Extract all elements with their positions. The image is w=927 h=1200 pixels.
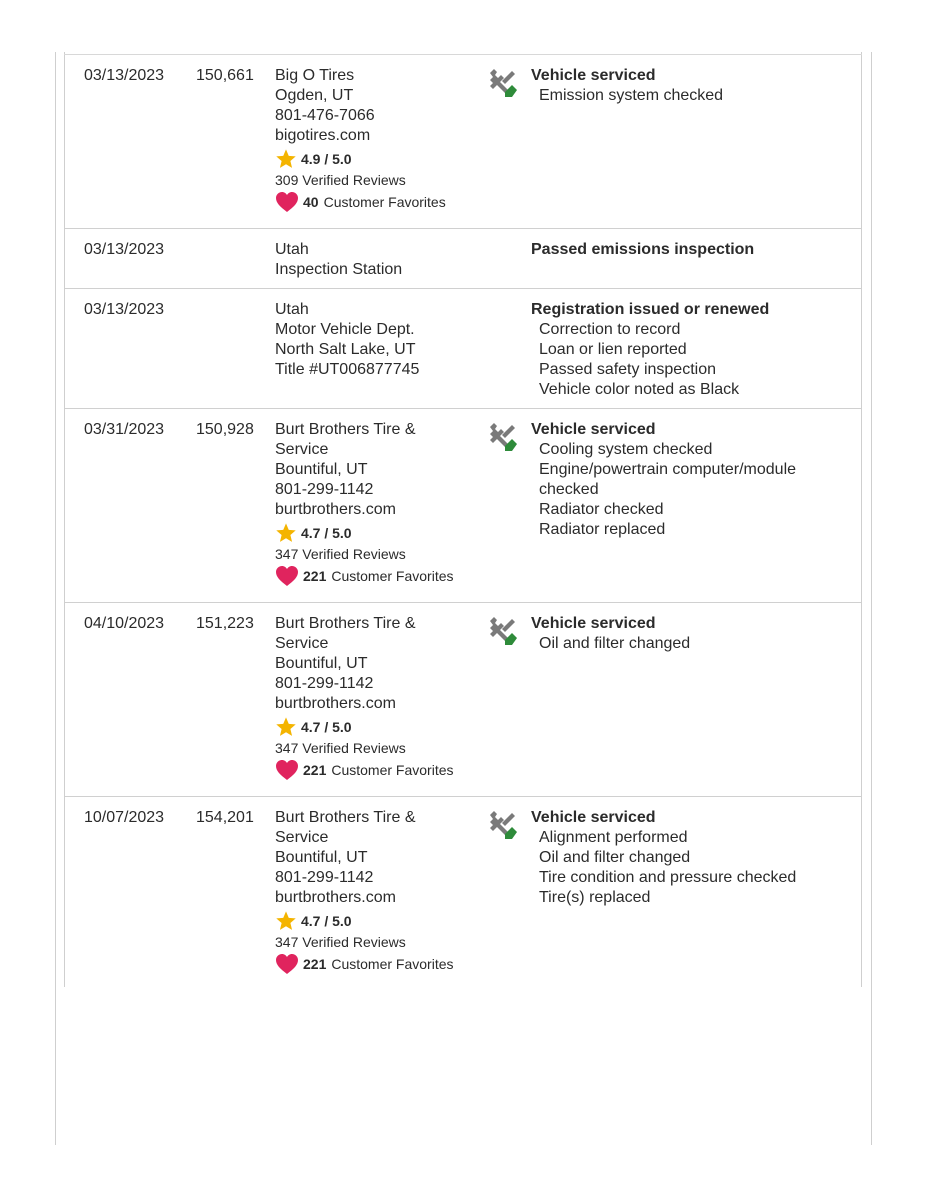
source-line: Service xyxy=(275,441,329,458)
vehicle-history-table xyxy=(65,55,861,990)
source-line: Bountiful, UT xyxy=(275,655,368,672)
favorites-label: Customer Favorites xyxy=(331,568,454,584)
customer-favorites xyxy=(275,758,485,782)
history-row xyxy=(65,603,861,797)
verified-reviews: 347 Verified Reviews xyxy=(275,934,406,950)
wrench-screwdriver-icon xyxy=(485,67,519,101)
star-icon xyxy=(275,910,297,932)
source-line: burtbrothers.com xyxy=(275,695,396,712)
rating-score: 4.9 / 5.0 xyxy=(301,151,352,167)
source-line: Burt Brothers Tire & xyxy=(275,615,416,632)
record-mileage: 150,661 xyxy=(196,67,254,84)
record-mileage: 151,223 xyxy=(196,615,254,632)
record-detail-item: Tire condition and pressure checked xyxy=(539,869,797,886)
record-detail-item: Radiator checked xyxy=(539,501,664,518)
record-source xyxy=(275,300,485,380)
favorites-label: Customer Favorites xyxy=(331,956,454,972)
shop-rating xyxy=(275,716,485,738)
rating-score: 4.7 / 5.0 xyxy=(301,913,352,929)
customer-favorites xyxy=(275,190,485,214)
record-date: 04/10/2023 xyxy=(84,615,165,632)
record-detail-item: Radiator replaced xyxy=(539,521,666,538)
source-line: Title #UT006877745 xyxy=(275,361,420,378)
source-line: Utah xyxy=(275,301,309,318)
heart-icon xyxy=(275,565,299,587)
source-line: Burt Brothers Tire & xyxy=(275,809,416,826)
source-line: Bountiful, UT xyxy=(275,849,368,866)
record-date: 10/07/2023 xyxy=(84,809,165,826)
record-heading: Passed emissions inspection xyxy=(531,241,755,258)
page-border-right xyxy=(871,52,872,1145)
record-details xyxy=(531,808,851,908)
record-details xyxy=(531,420,851,540)
source-line: Ogden, UT xyxy=(275,87,354,104)
source-line: 801-299-1142 xyxy=(275,869,374,886)
source-line: Burt Brothers Tire & xyxy=(275,421,416,438)
record-detail-item: Alignment performed xyxy=(539,829,688,846)
record-source xyxy=(275,808,485,976)
history-row xyxy=(65,289,861,409)
record-source xyxy=(275,66,485,214)
record-details xyxy=(531,66,851,106)
record-detail-item: Engine/powertrain computer/module xyxy=(539,461,797,478)
star-icon xyxy=(275,148,297,170)
record-heading: Vehicle serviced xyxy=(531,809,656,826)
source-line: North Salt Lake, UT xyxy=(275,341,416,358)
record-date: 03/13/2023 xyxy=(84,67,165,84)
record-date: 03/13/2023 xyxy=(84,241,165,258)
record-heading: Vehicle serviced xyxy=(531,615,656,632)
history-row xyxy=(65,797,861,990)
source-line: Big O Tires xyxy=(275,67,355,84)
shop-rating xyxy=(275,148,485,170)
source-line: 801-299-1142 xyxy=(275,675,374,692)
wrench-screwdriver-icon xyxy=(485,809,519,843)
record-details xyxy=(531,614,851,654)
record-date: 03/13/2023 xyxy=(84,301,165,318)
record-detail-item: Oil and filter changed xyxy=(539,849,691,866)
favorites-count: 221 xyxy=(303,956,327,972)
source-line: Inspection Station xyxy=(275,261,403,278)
heart-icon xyxy=(275,191,299,213)
rating-score: 4.7 / 5.0 xyxy=(301,525,352,541)
record-detail-item: Vehicle color noted as Black xyxy=(539,381,740,398)
source-line: 801-476-7066 xyxy=(275,107,375,124)
source-line: bigotires.com xyxy=(275,127,371,144)
verified-reviews: 309 Verified Reviews xyxy=(275,172,406,188)
source-line: Motor Vehicle Dept. xyxy=(275,321,415,338)
record-detail-item: Passed safety inspection xyxy=(539,361,716,378)
record-detail-item: checked xyxy=(539,481,599,498)
record-detail-item: Cooling system checked xyxy=(539,441,713,458)
shop-rating xyxy=(275,910,485,932)
record-date: 03/31/2023 xyxy=(84,421,165,438)
verified-reviews: 347 Verified Reviews xyxy=(275,740,406,756)
source-line: 801-299-1142 xyxy=(275,481,374,498)
customer-favorites xyxy=(275,564,485,588)
source-line: burtbrothers.com xyxy=(275,501,396,518)
record-detail-item: Loan or lien reported xyxy=(539,341,687,358)
source-line: Utah xyxy=(275,241,309,258)
table-border-right xyxy=(861,52,862,987)
record-details xyxy=(531,240,851,260)
favorites-label: Customer Favorites xyxy=(323,194,446,210)
favorites-count: 221 xyxy=(303,762,327,778)
history-row xyxy=(65,229,861,289)
shop-rating xyxy=(275,522,485,544)
record-mileage: 150,928 xyxy=(196,421,254,438)
rating-score: 4.7 / 5.0 xyxy=(301,719,352,735)
history-row xyxy=(65,55,861,229)
favorites-label: Customer Favorites xyxy=(331,762,454,778)
record-source xyxy=(275,614,485,782)
star-icon xyxy=(275,716,297,738)
record-details xyxy=(531,300,851,400)
source-line: burtbrothers.com xyxy=(275,889,396,906)
record-heading: Registration issued or renewed xyxy=(531,301,770,318)
record-source xyxy=(275,240,485,280)
record-detail-item: Oil and filter changed xyxy=(539,635,691,652)
heart-icon xyxy=(275,759,299,781)
record-detail-item: Tire(s) replaced xyxy=(539,889,651,906)
source-line: Service xyxy=(275,635,329,652)
page-border-left xyxy=(55,52,56,1145)
record-detail-item: Correction to record xyxy=(539,321,681,338)
customer-favorites xyxy=(275,952,485,976)
record-source xyxy=(275,420,485,588)
verified-reviews: 347 Verified Reviews xyxy=(275,546,406,562)
favorites-count: 40 xyxy=(303,194,319,210)
wrench-screwdriver-icon xyxy=(485,615,519,649)
heart-icon xyxy=(275,953,299,975)
record-heading: Vehicle serviced xyxy=(531,67,656,84)
favorites-count: 221 xyxy=(303,568,327,584)
record-heading: Vehicle serviced xyxy=(531,421,656,438)
wrench-screwdriver-icon xyxy=(485,421,519,455)
record-detail-item: Emission system checked xyxy=(539,87,724,104)
record-mileage: 154,201 xyxy=(196,809,254,826)
source-line: Bountiful, UT xyxy=(275,461,368,478)
star-icon xyxy=(275,522,297,544)
history-row xyxy=(65,409,861,603)
source-line: Service xyxy=(275,829,329,846)
